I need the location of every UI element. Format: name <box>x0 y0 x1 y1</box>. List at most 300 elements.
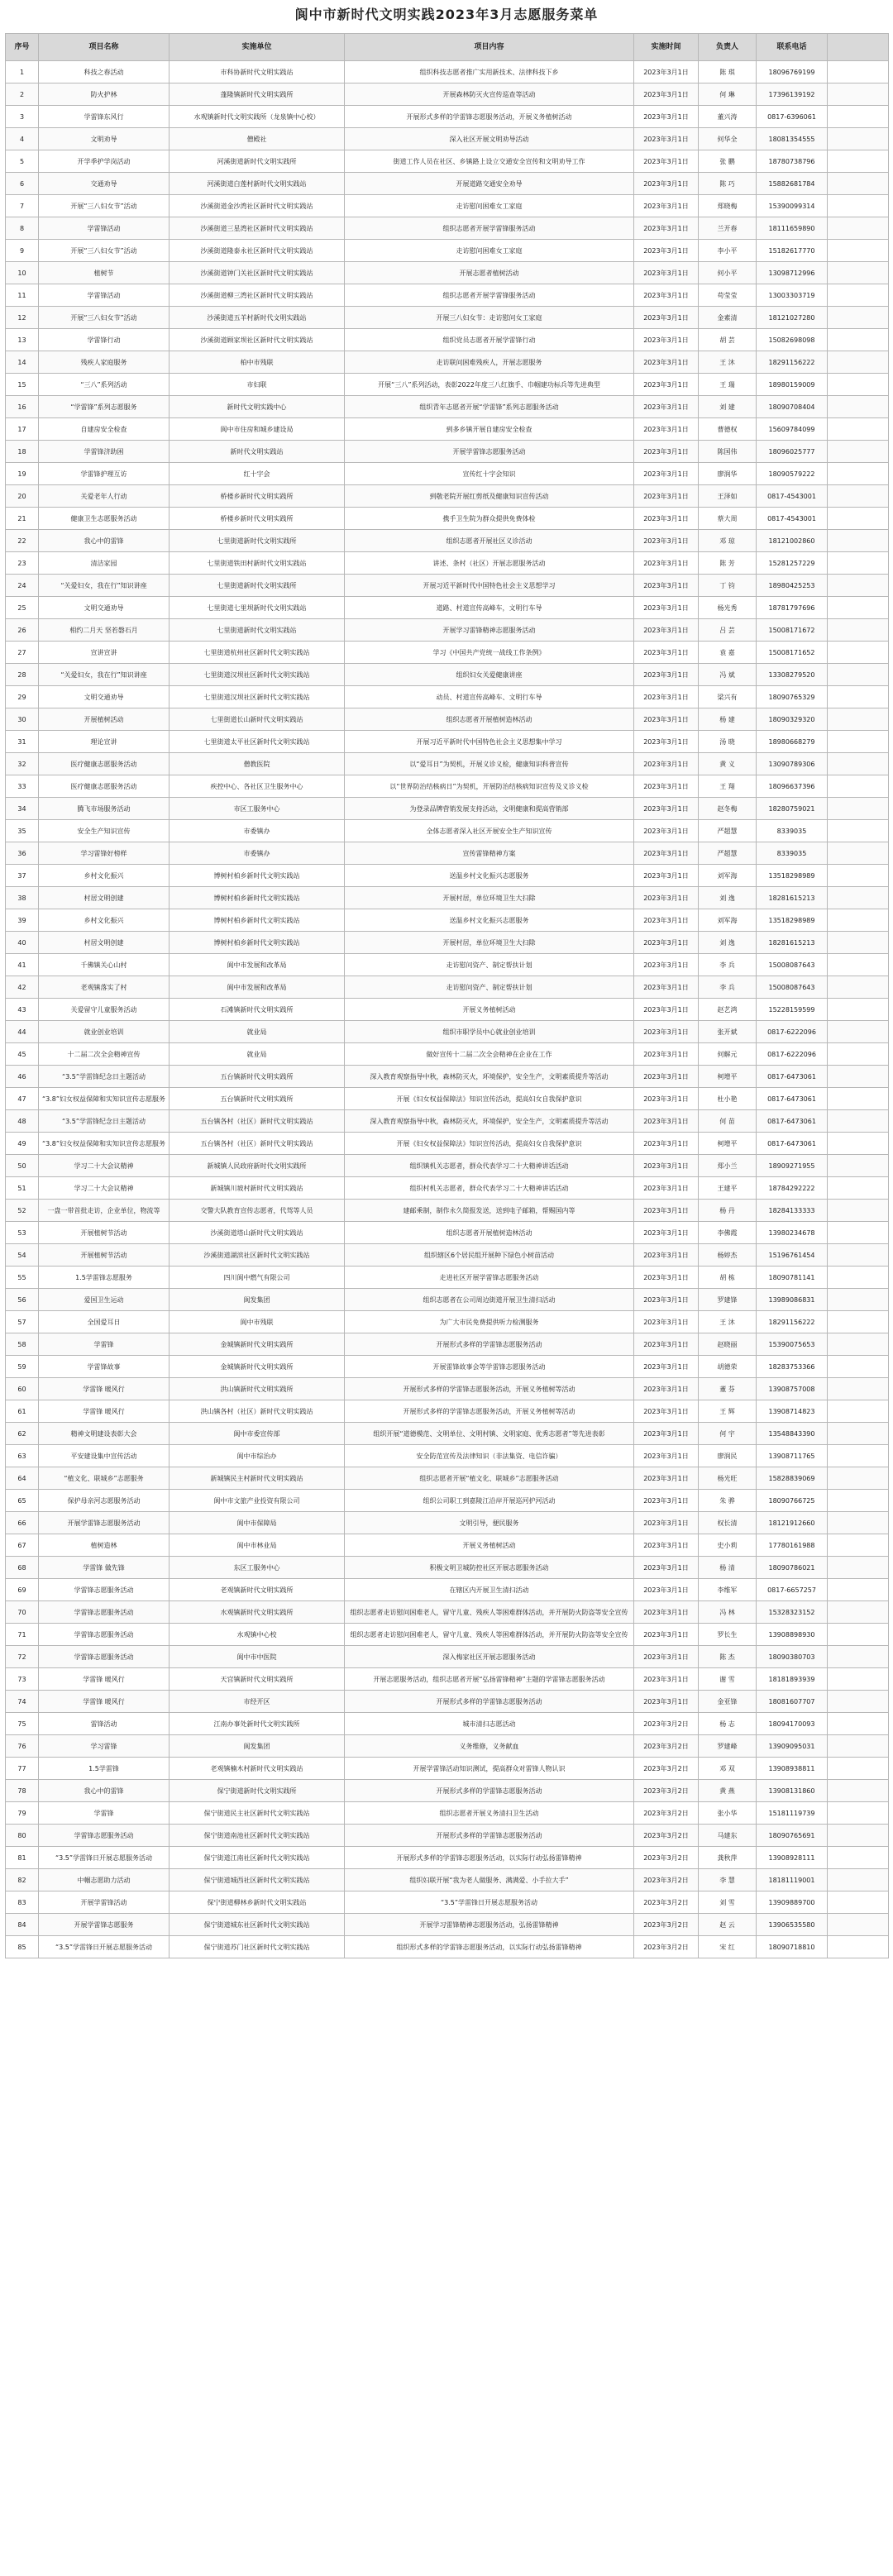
cell-time: 2023年3月1日 <box>634 909 699 932</box>
cell-phone: 18291156222 <box>757 351 828 374</box>
table-row <box>6 820 889 842</box>
cell-unit: 河溪街道白莲村新时代文明实践站 <box>170 173 345 195</box>
cell-no: 57 <box>6 1311 39 1333</box>
cell-no: 14 <box>6 351 39 374</box>
cell-unit: 老观镇楠木村新时代文明实践站 <box>170 1758 345 1780</box>
cell-content: 深入社区开展文明劝导活动 <box>345 128 634 150</box>
table-row <box>6 1646 889 1668</box>
cell-project-name: 乡村文化振兴 <box>39 865 170 887</box>
cell-time: 2023年3月1日 <box>634 1423 699 1445</box>
cell-no: 15 <box>6 374 39 396</box>
cell-person: 金亚锋 <box>699 1691 757 1713</box>
cell-phone: 18090708404 <box>757 396 828 418</box>
cell-no: 17 <box>6 418 39 441</box>
cell-time: 2023年3月1日 <box>634 1155 699 1177</box>
cell-unit: 新时代文明实践站 <box>170 441 345 463</box>
cell-time: 2023年3月1日 <box>634 262 699 284</box>
cell-unit: 市委镇办 <box>170 820 345 842</box>
cell-project-name: 雷锋活动 <box>39 1713 170 1735</box>
cell-phone: 18284133333 <box>757 1200 828 1222</box>
cell-extra <box>828 329 889 351</box>
cell-extra <box>828 61 889 83</box>
cell-phone: 13908898930 <box>757 1624 828 1646</box>
cell-content: 组织公司职工到嘉陵江沿岸开展巡河护河活动 <box>345 1490 634 1512</box>
cell-time: 2023年3月1日 <box>634 1043 699 1066</box>
cell-person: 赵晓丽 <box>699 1333 757 1356</box>
cell-no: 80 <box>6 1825 39 1847</box>
cell-project-name: 文明交通劝导 <box>39 597 170 619</box>
cell-content: 组织志愿者开展学雷锋服务活动 <box>345 284 634 307</box>
cell-no: 56 <box>6 1289 39 1311</box>
cell-person: 蔡大周 <box>699 508 757 530</box>
cell-content: 走访慰问困难女工家庭 <box>345 240 634 262</box>
cell-phone: 15196761454 <box>757 1244 828 1267</box>
cell-extra <box>828 1758 889 1780</box>
cell-time: 2023年3月1日 <box>634 1378 699 1400</box>
cell-phone: 18980159009 <box>757 374 828 396</box>
header-time: 实施时间 <box>634 34 699 61</box>
table-row <box>6 1936 889 1958</box>
cell-content: 动员、村道宣传高峰车、文明行车导 <box>345 686 634 708</box>
cell-phone: 18181893939 <box>757 1668 828 1691</box>
cell-content: 组织志愿者开展义务清扫卫生活动 <box>345 1802 634 1825</box>
cell-time: 2023年3月1日 <box>634 396 699 418</box>
table-row <box>6 1445 889 1467</box>
cell-extra <box>828 1244 889 1267</box>
table-row <box>6 1624 889 1646</box>
table-row <box>6 1490 889 1512</box>
cell-time: 2023年3月1日 <box>634 1490 699 1512</box>
cell-project-name: 开展学雷锋志愿服务活动 <box>39 1512 170 1534</box>
cell-phone: 18781797696 <box>757 597 828 619</box>
cell-no: 77 <box>6 1758 39 1780</box>
cell-project-name: 防火护林 <box>39 83 170 106</box>
cell-content: 街道工作人员在社区、乡镇路上设立交通安全宣传和文明劝导工作 <box>345 150 634 173</box>
cell-no: 4 <box>6 128 39 150</box>
cell-no: 52 <box>6 1200 39 1222</box>
cell-project-name: 学雷锋活动 <box>39 217 170 240</box>
cell-unit: 沙溪街道顾家坝社区新时代文明实践站 <box>170 329 345 351</box>
cell-person: 冯 林 <box>699 1601 757 1624</box>
cell-extra <box>828 1066 889 1088</box>
cell-person: 陈 琪 <box>699 61 757 83</box>
cell-unit: 阆发集团 <box>170 1735 345 1758</box>
cell-phone: 18784292222 <box>757 1177 828 1200</box>
cell-no: 34 <box>6 798 39 820</box>
cell-no: 76 <box>6 1735 39 1758</box>
table-row <box>6 1534 889 1557</box>
document-title: 阆中市新时代文明实践2023年3月志愿服务菜单 <box>294 7 599 22</box>
table-row <box>6 1356 889 1378</box>
table-row <box>6 485 889 508</box>
cell-extra <box>828 842 889 865</box>
cell-no: 69 <box>6 1579 39 1601</box>
cell-phone: 18181119001 <box>757 1869 828 1891</box>
cell-project-name: 平安建设集中宣传活动 <box>39 1445 170 1467</box>
table-row <box>6 552 889 575</box>
cell-unit: 桥楼乡新时代文明实践所 <box>170 508 345 530</box>
cell-person: 胡德荣 <box>699 1356 757 1378</box>
cell-project-name: 清洁家园 <box>39 552 170 575</box>
cell-extra <box>828 150 889 173</box>
cell-unit: 水观镇新时代文明实践所 <box>170 1601 345 1624</box>
cell-person: 柯增平 <box>699 1133 757 1155</box>
cell-phone: 13908714823 <box>757 1400 828 1423</box>
cell-person: 黄 义 <box>699 753 757 775</box>
cell-project-name: 学雷锋志愿服务活动 <box>39 1646 170 1668</box>
cell-no: 50 <box>6 1155 39 1177</box>
cell-unit: 桥楼乡新时代文明实践所 <box>170 485 345 508</box>
cell-content: 开展志愿服务活动，组织志愿者开展“弘扬雷锋精神”主题的学雷锋志愿服务活动 <box>345 1668 634 1691</box>
cell-content: 组织志愿者开展社区义诊活动 <box>345 530 634 552</box>
cell-content: 组织青年志愿者开展“学雷锋”系列志愿服务活动 <box>345 396 634 418</box>
table-row <box>6 909 889 932</box>
cell-phone: 18909271955 <box>757 1155 828 1177</box>
cell-extra <box>828 307 889 329</box>
cell-person: 刘 逸 <box>699 887 757 909</box>
cell-project-name: 开展“三八妇女节”活动 <box>39 240 170 262</box>
cell-content: 义务维修，义务献血 <box>345 1735 634 1758</box>
cell-extra <box>828 865 889 887</box>
cell-no: 72 <box>6 1646 39 1668</box>
cell-unit: 阆发集团 <box>170 1289 345 1311</box>
cell-project-name: 植树造林 <box>39 1534 170 1557</box>
table-row <box>6 1512 889 1534</box>
header-unit: 实施单位 <box>170 34 345 61</box>
cell-project-name: 开展学雷锋志愿服务 <box>39 1914 170 1936</box>
cell-extra <box>828 1646 889 1668</box>
cell-project-name: 学雷锋护理互访 <box>39 463 170 485</box>
cell-content: 开展学习雷锋精神志愿服务活动，弘扬雷锋精神 <box>345 1914 634 1936</box>
cell-project-name: 宣讲宣讲 <box>39 642 170 664</box>
cell-content: 安全防范宣传及法律知识（非法集资、电信诈骗） <box>345 1445 634 1467</box>
cell-content: 组织党员志愿者开展学雷锋行动 <box>345 329 634 351</box>
cell-project-name: 学习雷锋好榜样 <box>39 842 170 865</box>
cell-project-name: 千佛镇关心山村 <box>39 954 170 976</box>
cell-project-name: 学雷锋故事 <box>39 1356 170 1378</box>
cell-unit: 洪山镇新时代文明实践所 <box>170 1378 345 1400</box>
cell-no: 75 <box>6 1713 39 1735</box>
cell-phone: 13098712996 <box>757 262 828 284</box>
cell-extra <box>828 731 889 753</box>
cell-extra <box>828 530 889 552</box>
cell-content: 组织志愿者开展“植文化、联城乡”志愿服务活动 <box>345 1467 634 1490</box>
cell-phone: 15228159599 <box>757 999 828 1021</box>
cell-time: 2023年3月1日 <box>634 1624 699 1646</box>
cell-no: 35 <box>6 820 39 842</box>
cell-extra <box>828 441 889 463</box>
cell-no: 18 <box>6 441 39 463</box>
cell-extra <box>828 1177 889 1200</box>
cell-project-name: 1.5学雷锋 <box>39 1758 170 1780</box>
cell-phone: 15008171672 <box>757 619 828 642</box>
cell-project-name: 健康卫生志愿服务活动 <box>39 508 170 530</box>
table-row <box>6 1222 889 1244</box>
cell-content: 开展三八妇女节：走访慰问女工家庭 <box>345 307 634 329</box>
cell-time: 2023年3月1日 <box>634 173 699 195</box>
cell-no: 36 <box>6 842 39 865</box>
cell-phone: 0817-6473061 <box>757 1088 828 1110</box>
cell-extra <box>828 619 889 642</box>
cell-time: 2023年3月1日 <box>634 976 699 999</box>
cell-extra <box>828 396 889 418</box>
cell-no: 83 <box>6 1891 39 1914</box>
cell-unit: 保宁街道南池社区新时代文明实践站 <box>170 1825 345 1847</box>
cell-person: 权长清 <box>699 1512 757 1534</box>
cell-extra <box>828 418 889 441</box>
cell-phone: 0817-4543001 <box>757 508 828 530</box>
cell-person: 刘 建 <box>699 396 757 418</box>
header-phone: 联系电话 <box>757 34 828 61</box>
cell-project-name: 就业创业培训 <box>39 1021 170 1043</box>
cell-content: 讲述、条村（社区）开展志愿服务活动 <box>345 552 634 575</box>
cell-project-name: 爱国卫生运动 <box>39 1289 170 1311</box>
cell-no: 40 <box>6 932 39 954</box>
cell-no: 11 <box>6 284 39 307</box>
cell-project-name: 开展植树节活动 <box>39 1222 170 1244</box>
cell-time: 2023年3月1日 <box>634 1021 699 1043</box>
cell-phone: 18090765691 <box>757 1825 828 1847</box>
cell-person: 李维军 <box>699 1579 757 1601</box>
table-row <box>6 1601 889 1624</box>
cell-person: 何解元 <box>699 1043 757 1066</box>
cell-unit: 保宁街道新时代文明实践所 <box>170 1780 345 1802</box>
cell-time: 2023年3月1日 <box>634 374 699 396</box>
cell-unit: 五台镇新时代文明实践所 <box>170 1066 345 1088</box>
cell-no: 26 <box>6 619 39 642</box>
cell-phone: 13908711765 <box>757 1445 828 1467</box>
cell-time: 2023年3月2日 <box>634 1891 699 1914</box>
cell-extra <box>828 1110 889 1133</box>
cell-time: 2023年3月1日 <box>634 1646 699 1668</box>
cell-no: 74 <box>6 1691 39 1713</box>
cell-person: 何 苗 <box>699 1110 757 1133</box>
cell-phone: 17396139192 <box>757 83 828 106</box>
cell-project-name: 学雷锋东风行 <box>39 106 170 128</box>
table-row <box>6 1378 889 1400</box>
cell-phone: 15281257229 <box>757 552 828 575</box>
cell-person: 王 翔 <box>699 775 757 798</box>
cell-no: 81 <box>6 1847 39 1869</box>
cell-content: 走访联问困难残疾人，开展志愿服务 <box>345 351 634 374</box>
cell-phone: 18090380703 <box>757 1646 828 1668</box>
cell-content: 走访慰问困难女工家庭 <box>345 195 634 217</box>
cell-time: 2023年3月1日 <box>634 820 699 842</box>
cell-extra <box>828 954 889 976</box>
cell-time: 2023年3月2日 <box>634 1914 699 1936</box>
table-row <box>6 1311 889 1333</box>
header-content: 项目内容 <box>345 34 634 61</box>
cell-project-name: 村居文明创建 <box>39 887 170 909</box>
cell-person: 张小华 <box>699 1802 757 1825</box>
cell-person: 赵艺鸿 <box>699 999 757 1021</box>
table-row <box>6 575 889 597</box>
cell-unit: 沙溪街道塔山新时代文明实践站 <box>170 1222 345 1244</box>
cell-no: 48 <box>6 1110 39 1133</box>
cell-person: 龚秋萍 <box>699 1847 757 1869</box>
cell-phone: 0817-6473061 <box>757 1066 828 1088</box>
table-row <box>6 441 889 463</box>
cell-unit: 天宫镇新时代文明实践所 <box>170 1668 345 1691</box>
cell-person: 王 辉 <box>699 1400 757 1423</box>
cell-phone: 18980425253 <box>757 575 828 597</box>
cell-no: 21 <box>6 508 39 530</box>
cell-time: 2023年3月1日 <box>634 1601 699 1624</box>
cell-time: 2023年3月1日 <box>634 865 699 887</box>
cell-project-name: 学习雷锋 <box>39 1735 170 1758</box>
cell-extra <box>828 1936 889 1958</box>
cell-unit: 五台镇各村（社区）新时代文明实践站 <box>170 1133 345 1155</box>
cell-unit: 阆中市发展和改革局 <box>170 954 345 976</box>
cell-phone: 13308279520 <box>757 664 828 686</box>
cell-unit: 沙溪街道五羊村新时代文明实践站 <box>170 307 345 329</box>
cell-time: 2023年3月1日 <box>634 1088 699 1110</box>
cell-time: 2023年3月1日 <box>634 1557 699 1579</box>
table-row <box>6 1400 889 1423</box>
cell-phone: 17780161988 <box>757 1534 828 1557</box>
cell-content: 开展《妇女权益保障法》知识宣传活动，提高妇女自我保护意识 <box>345 1133 634 1155</box>
table-row <box>6 619 889 642</box>
table-row <box>6 1244 889 1267</box>
cell-no: 73 <box>6 1668 39 1691</box>
table-row <box>6 686 889 708</box>
cell-no: 46 <box>6 1066 39 1088</box>
cell-time: 2023年3月2日 <box>634 1780 699 1802</box>
cell-time: 2023年3月1日 <box>634 619 699 642</box>
cell-project-name: “3.5”学雷锋纪念日主题活动 <box>39 1066 170 1088</box>
cell-phone: 15008171652 <box>757 642 828 664</box>
cell-phone: 13906535580 <box>757 1914 828 1936</box>
cell-person: 刘军海 <box>699 865 757 887</box>
cell-extra <box>828 642 889 664</box>
table-row <box>6 642 889 664</box>
cell-extra <box>828 485 889 508</box>
cell-no: 12 <box>6 307 39 329</box>
cell-project-name: 植树节 <box>39 262 170 284</box>
table-row <box>6 1333 889 1356</box>
cell-time: 2023年3月1日 <box>634 642 699 664</box>
cell-phone: 13980234678 <box>757 1222 828 1244</box>
cell-content: 开展义务植树活动 <box>345 1534 634 1557</box>
cell-time: 2023年3月1日 <box>634 686 699 708</box>
cell-extra <box>828 1601 889 1624</box>
cell-unit: 水观镇中心校 <box>170 1624 345 1646</box>
cell-content: 学习《中国共产党统一战线工作条例》 <box>345 642 634 664</box>
cell-phone: 13003303719 <box>757 284 828 307</box>
table-row <box>6 128 889 150</box>
cell-time: 2023年3月1日 <box>634 307 699 329</box>
cell-phone: 0817-6657257 <box>757 1579 828 1601</box>
cell-time: 2023年3月1日 <box>634 284 699 307</box>
cell-project-name: 医疗健康志愿服务活动 <box>39 775 170 798</box>
cell-unit: 五台镇各村（社区）新时代文明实践站 <box>170 1110 345 1133</box>
cell-person: 王 瑞 <box>699 374 757 396</box>
cell-person: 杨 志 <box>699 1713 757 1735</box>
cell-content: 宣传红十字会知识 <box>345 463 634 485</box>
cell-time: 2023年3月1日 <box>634 798 699 820</box>
cell-unit: 阆中市委宣传部 <box>170 1423 345 1445</box>
cell-no: 19 <box>6 463 39 485</box>
cell-extra <box>828 508 889 530</box>
cell-phone: 18980668279 <box>757 731 828 753</box>
cell-project-name: 开展“三八妇女节”活动 <box>39 195 170 217</box>
table-row <box>6 976 889 999</box>
table-row <box>6 1088 889 1110</box>
cell-project-name: 学雷锋 暖风行 <box>39 1691 170 1713</box>
cell-phone: 15082698098 <box>757 329 828 351</box>
table-row <box>6 1289 889 1311</box>
cell-no: 63 <box>6 1445 39 1467</box>
cell-phone: 18280759021 <box>757 798 828 820</box>
cell-unit: 市妇联 <box>170 374 345 396</box>
cell-no: 65 <box>6 1490 39 1512</box>
cell-phone: 13908928111 <box>757 1847 828 1869</box>
cell-unit: 阆中市林业局 <box>170 1534 345 1557</box>
cell-content: 开展“三八”系列活动，表彰2022年度三八红旗手、巾帼建功标兵等先进典型 <box>345 374 634 396</box>
cell-no: 33 <box>6 775 39 798</box>
table-row <box>6 1713 889 1735</box>
cell-content: 组织志愿者开展植树造林活动 <box>345 1222 634 1244</box>
cell-extra <box>828 775 889 798</box>
cell-time: 2023年3月1日 <box>634 1222 699 1244</box>
cell-content: 组织村机关志愿者，群众代表学习二十大精神讲话活动 <box>345 1177 634 1200</box>
cell-unit: 市委镇办 <box>170 842 345 865</box>
header-extra <box>828 34 889 61</box>
cell-time: 2023年3月1日 <box>634 463 699 485</box>
cell-unit: 东区工服务中心 <box>170 1557 345 1579</box>
cell-time: 2023年3月1日 <box>634 530 699 552</box>
table-row <box>6 418 889 441</box>
cell-person: 邓 双 <box>699 1758 757 1780</box>
cell-extra <box>828 753 889 775</box>
cell-time: 2023年3月1日 <box>634 329 699 351</box>
cell-project-name: 开学季护学岗活动 <box>39 150 170 173</box>
cell-extra <box>828 1200 889 1222</box>
cell-content: 开展志愿者植树活动 <box>345 262 634 284</box>
cell-no: 84 <box>6 1914 39 1936</box>
cell-content: 在辖区内开展卫生清扫活动 <box>345 1579 634 1601</box>
cell-person: 杨 建 <box>699 708 757 731</box>
cell-unit: 保宁街道城西社区新时代文明实践站 <box>170 1869 345 1891</box>
cell-project-name: 我心中的雷锋 <box>39 1780 170 1802</box>
cell-person: 杨 清 <box>699 1557 757 1579</box>
cell-unit: 沙溪街道三星湾社区新时代文明实践站 <box>170 217 345 240</box>
table-row <box>6 173 889 195</box>
cell-content: 到敬老院开展红剪纸及健康知识宣传活动 <box>345 485 634 508</box>
cell-content: 以“世界防治结核病日”为契机，开展防治结核病知识宣传及义诊义检 <box>345 775 634 798</box>
cell-phone: 13909095031 <box>757 1735 828 1758</box>
cell-person: 黄 燕 <box>699 1780 757 1802</box>
table-row <box>6 1467 889 1490</box>
cell-person: 张开斌 <box>699 1021 757 1043</box>
cell-unit: 七里街道新时代文明实践所 <box>170 530 345 552</box>
cell-time: 2023年3月1日 <box>634 1445 699 1467</box>
cell-time: 2023年3月1日 <box>634 351 699 374</box>
cell-extra <box>828 575 889 597</box>
cell-no: 25 <box>6 597 39 619</box>
cell-extra <box>828 1802 889 1825</box>
table-row <box>6 106 889 128</box>
cell-time: 2023年3月1日 <box>634 708 699 731</box>
cell-time: 2023年3月1日 <box>634 664 699 686</box>
table-row <box>6 932 889 954</box>
table-row <box>6 1066 889 1088</box>
cell-extra <box>828 1378 889 1400</box>
cell-extra <box>828 686 889 708</box>
cell-extra <box>828 217 889 240</box>
cell-extra <box>828 106 889 128</box>
cell-unit: 七里街道长山新时代文明实践站 <box>170 708 345 731</box>
